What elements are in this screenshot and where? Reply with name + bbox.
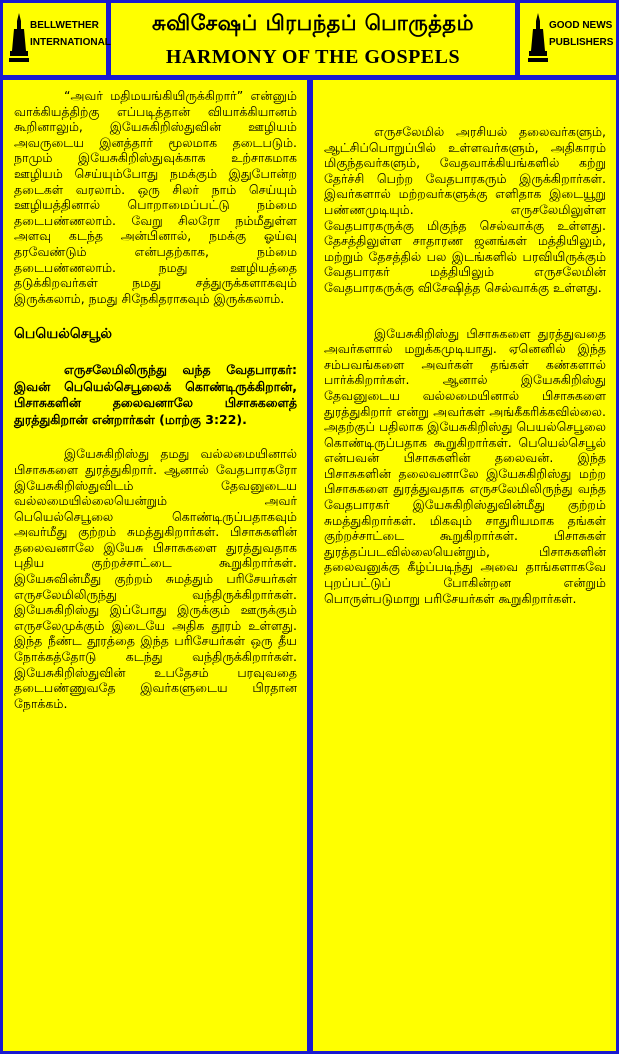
left-paragraph-1: “அவர் மதிமயங்கியிருக்கிறார்” என்னும் வாக்கியத்திற்கு எப்படித்தான் வியாக்கியானம் கூறினாலும், இயேசுகிறிஸ்துவின் ஊழியம் அவருடைய இனத்தார் மூலமாக தடைபடும். நாமும் இயேசுகிறிஸ்துவுக்காக உற்சாகமாக ஊழியம் செய்யும்போது நமக்கும் இதுபோன்ற தடைகள் வரலாம். ஒரு சிலர் நாம் செய்யும் ஊழியத்தினால் பொறாமைப்பட்டு நம்மை தடைபண்ணலாம். வேறு சிலரோ நம்மீதுள்ள அளவு கடந்த அன்பினால், நமக்கு ஓய்வு தரவேண்டும் என்பதற்காக, நம்மை தடைபண்ணலாம். நமது ஊழியத்தை தடுக்கிறவர்கள் நமது சத்துருக்களாகவும் இருக்கலாம், நமது சிநேகிதராகவும் இருக்கலாம். xyxy=(14,88,297,306)
title-tamil: சுவிசேஷப் பிரபந்தப் பொருத்தம் xyxy=(152,11,474,35)
left-logo-line-2: INTERNATIONAL xyxy=(30,37,111,48)
left-logo-line-1: BELLWETHER xyxy=(30,20,99,31)
left-paragraph-2: இயேசுகிறிஸ்து தமது வல்லமையினால் பிசாசுகளை துரத்துகிறார். ஆனால் வேதபாரகரோ இயேசுகிறிஸ்துவிடம் தேவனுடைய வல்லமையில்லையென்றும் அவர் பெயெல்செபூலை கொண்டிருப்பதாகவும் அவர்மீது குற்றம் சுமத்துகிறார்கள். பிசாசுகளின் தலைவனாலே இயேசு பிசாசுகளை துரத்துவதாக புதிய குற்றச்சாட்டை கூறுகிறார்கள். இயேசுவின்மீது குற்றம் சுமத்தும் பரிசேயர்கள் எருசலேமிலிருந்து வந்திருக்கிறார்கள். இயேசுகிறிஸ்து இப்போது இருக்கும் ஊருக்கும் எருசலேமுக்கும் இடையே அதிக தூரம் உள்ளது. இந்த நீண்ட தூரத்தை இந்த பரிசேயர்கள் ஒரு தீய நோக்கத்தோடு கடந்து வந்திருக்கிறார்கள். இயேசுகிறிஸ்துவின் உபதேசம் பரவுவதை தடைபண்ணுவதே இவர்களுடைய பிரதான நோக்கம். xyxy=(14,446,297,711)
right-paragraph-1: எருசலேமில் அரசியல் தலைவர்களும், ஆட்சிப்பொறுப்பில் உள்ளவர்களும், அதிகாரம் மிகுந்தவர்களும், வேதவாக்கியங்களில் கற்று தேர்ச்சி பெற்ற வேதபாரகரும் இருக்கிறார்கள். இவர்களால் மற்றவர்களுக்கு எளிதாக இடையூறு பண்ணமுடியும். எருசலேமிலுள்ள வேதபாரகருக்கு மிகுந்த செல்வாக்கு உள்ளது. தேசத்திலுள்ள சாதாரண ஜனங்கள் மத்தியிலும், மற்றும் தேசத்தில் பல இடங்களில் பரவியிருக்கும் வேதபாரகர் மத்தியிலும் எருசலேமின் வேதபாரகருக்கு விசேஷித்த செல்வாக்கு உள்ளது. xyxy=(324,124,606,295)
left-logo-cell xyxy=(3,3,111,75)
left-column xyxy=(3,80,307,1051)
right-column xyxy=(313,80,616,1051)
right-logo-line-1: GOOD NEWS xyxy=(549,20,613,31)
section-heading: பெயெல்செபூல் xyxy=(14,326,112,343)
good-news-logo-icon xyxy=(528,11,548,67)
scripture-quote: எருசலேமிலிருந்து வந்த வேதபாரகர்: இவன் பெயெல்செபூலைக் கொண்டிருக்கிறான், பிசாசுகளின் தலைவனாலே பிசாசுகளைத் துரத்துகிறான் என்றார்கள் (மாற்கு 3:22). xyxy=(14,362,297,427)
right-logo-cell xyxy=(520,3,616,75)
title-english: HARMONY OF THE GOSPELS xyxy=(165,46,461,68)
right-logo-line-2: PUBLISHERS xyxy=(549,37,614,48)
header-title-cell xyxy=(111,3,515,75)
bellwether-logo-icon xyxy=(9,11,29,67)
left-logo-text xyxy=(30,17,111,51)
right-paragraph-2: இயேசுகிறிஸ்து பிசாசுகளை துரத்துவதை அவர்களால் மறுக்கமுடியாது. ஏனெனில் இந்த சம்பவங்களை அவர்கள் தங்கள் கண்களால் பார்க்கிறார்கள். ஆனால் இயேசுகிறிஸ்து தேவனுடைய வல்லமையினால் பிசாசுகளை துரத்துகிறார் என்று அவர்கள் அங்கீகரிக்கவில்லை. அதற்குப் பதிலாக இயேசுகிறிஸ்து பெயல்செபூலை கொண்டிருப்பதாக கூறுகிறார்கள். பெயெல்செபூல் என்பவன் பிசாசுகளின் தலைவன். இந்த பிசாசுகளின் தலைவனாலே இயேசுகிறிஸ்து மற்ற பிசாசுகளை துரத்துவதாக எருசலேமிலிருந்து வந்த வேதபாரகர் இயேசுகிறிஸ்துவின்மீது குற்றம் சுமத்துகிறார்கள். மிகவும் சாதுரியமாக தங்கள் குற்றச்சாட்டை கூறுகிறார்கள். பிசாசுகள் துரத்தப்படவில்லையென்றும், பிசாசுகளின் தலைவனுக்கு கீழ்ப்படிந்து அவை தாங்களாகவே புறப்பட்டுப் போகின்றன என்றும் பொருள்படுமாறு பரிசேயர்கள் கூறுகிறார்கள். xyxy=(324,325,606,606)
right-logo-text xyxy=(549,17,613,51)
